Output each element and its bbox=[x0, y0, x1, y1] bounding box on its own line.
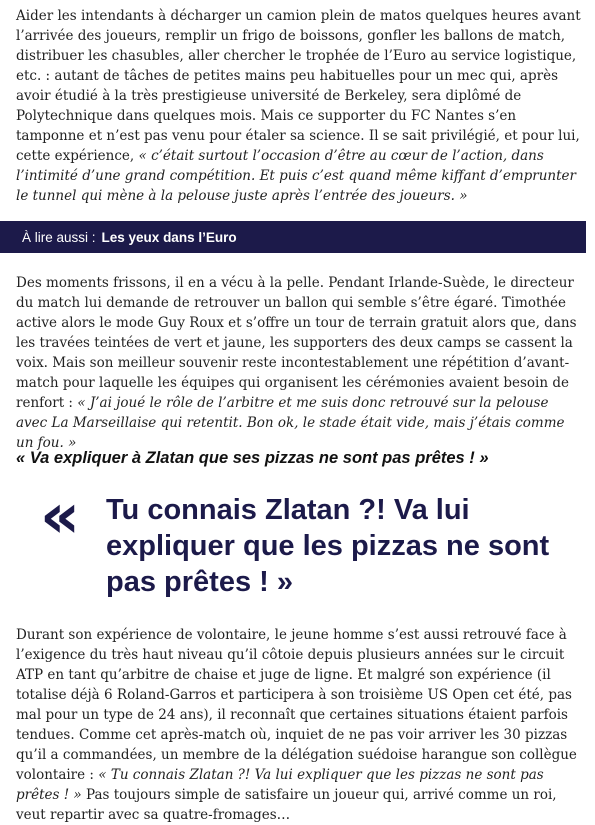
related-article-link[interactable]: Les yeux dans l’Euro bbox=[101, 229, 237, 245]
paragraph-text: Durant son expérience de volontaire, le jeune homme s’est aussi retrouvé face à l’exigence du très haut niveau qu’il côtoie depuis plusieurs années sur le circuit ATP en tant qu’arbitre de chaise et juge de ligne. Et malgré son expérience (il totalise déjà 6 Roland-Garros et participera à son troisième US Open cet été, pas mal pour un type de 24 ans), il reconnaît que certaines situations étaient parfois tendues. Comme cet après-match où, inquiet de ne pas voir arriver les 30 pizzas qu’il a commandées, un membre de la délégation suédoise harangue son collègue volontaire : bbox=[16, 627, 577, 783]
pull-quote bbox=[40, 479, 585, 600]
paragraph-quote: « J’ai joué le rôle de l’arbitre et me suis donc retrouvé sur la pelouse avec La Marseillaise qui retentit. Bon ok, le stade était vide, mais j’étais comme un fou. » bbox=[16, 395, 565, 451]
quote-mark-icon: « bbox=[40, 479, 75, 552]
paragraph-text: Aider les intendants à décharger un camion plein de matos quelques heures avant l’arrivée des joueurs, remplir un frigo de boissons, gonfler les ballons de match, distribuer les chasubles, aller chercher le trophée de l’Euro au service logistique, etc. : autant de tâches de petites mains peu habituelles pour un mec qui, après avoir étudié à la très prestigieuse université de Berkeley, sera diplômé de Polytechnique dans quelques mois. Mais ce supporter du FC Nantes s’en tamponne et n’est pas venu pour étaler sa science. Il se sait privilégié, et pour lui, cette expérience, bbox=[16, 8, 581, 164]
section-subheading: « Va expliquer à Zlatan que ses pizzas ne sont pas prêtes ! » bbox=[16, 449, 489, 467]
pull-quote-text: Tu connais Zlatan ?! Va lui expliquer que les pizzas ne sont pas prêtes ! » bbox=[106, 494, 550, 598]
article-paragraph-3 bbox=[16, 625, 582, 825]
article-paragraph-2 bbox=[16, 273, 582, 453]
paragraph-text: Des moments frissons, il en a vécu à la pelle. Pendant Irlande-Suède, le directeur du match lui demande de retrouver un ballon qui semble s’être égaré. Timothée active alors le mode Guy Roux et s’offre un tour de terrain gratuit alors que, dans les travées teintées de vert et jaune, les supporters des deux camps se cassent la voix. Mais son meilleur souvenir reste incontestablement une répétition d’avant-match pour laquelle les équipes qui organisent les cérémonies avaient besoin de renfort : bbox=[16, 275, 577, 411]
related-article-banner[interactable] bbox=[0, 221, 586, 253]
article-paragraph-1 bbox=[16, 6, 582, 206]
related-label: À lire aussi : bbox=[22, 229, 96, 245]
paragraph-quote: « Tu connais Zlatan ?! Va lui expliquer que les pizzas ne sont pas prêtes ! » bbox=[16, 767, 544, 803]
paragraph-quote: « c’était surtout l’occasion d’être au cœur de l’action, dans l’intimité d’une grand compétition. Et puis c’est quand même kiffant d’emprunter le tunnel qui mène à la pelouse juste après l’entrée des joueurs. » bbox=[16, 148, 576, 204]
paragraph-text-end: Pas toujours simple de satisfaire un joueur qui, arrivé comme un roi, veut repartir avec sa quatre-fromages… bbox=[16, 787, 557, 823]
